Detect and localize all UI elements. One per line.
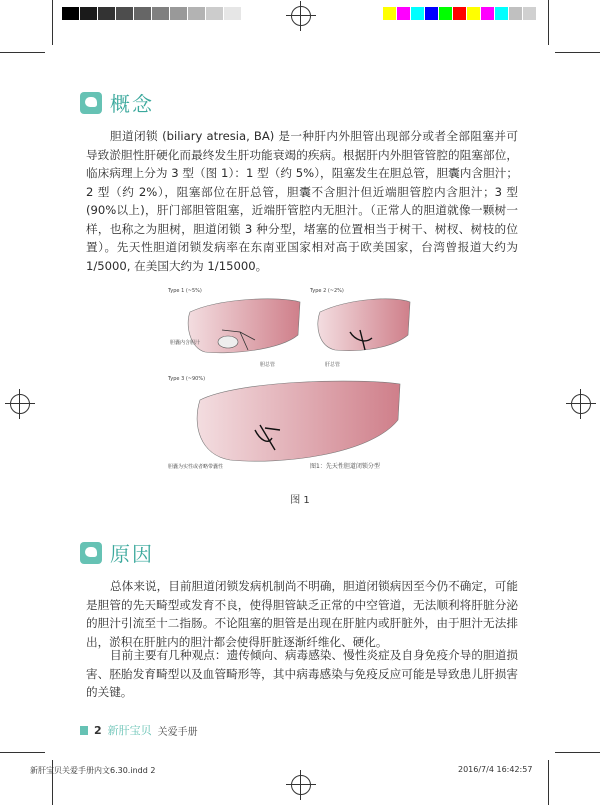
color-swatch [495, 7, 508, 20]
footer-subtitle: 关爱手册 [157, 726, 198, 738]
liver-type3 [197, 381, 400, 461]
gallbladder-type1 [218, 336, 238, 348]
slug-filename: 新肝宝贝关爱手册内文6.30.indd 2 [30, 766, 156, 775]
color-swatch [453, 7, 466, 20]
slug-date: 2016/7/4 16:42:57 [458, 765, 533, 774]
color-swatch [62, 7, 79, 20]
registration-mark [291, 6, 311, 26]
cause-paragraph-1: 总体来说，目前胆道闭锁发病机制尚不明确，胆道闭锁病因至今仍不确定，可能是胆管的先天畸型或发育不良，使得胆管缺乏正常的中空管道，无法顺利将肝脏分泌的胆汁引流至十二指肠。不论阻塞的胆管是出现在肝脏内或肝脏外，由于胆汁无法排出，淤积在肝脏内的胆汁都会使得肝脏逐渐纤维化、硬化。 [86, 579, 518, 649]
color-swatch [98, 7, 115, 20]
color-swatch [134, 7, 151, 20]
color-swatch [523, 7, 536, 20]
color-swatch [152, 7, 169, 20]
liver-type1 [188, 299, 300, 353]
color-swatch [481, 7, 494, 20]
color-swatch [425, 7, 438, 20]
crop-mark [52, 0, 53, 45]
figure-illustration [160, 280, 440, 480]
color-swatch [116, 7, 133, 20]
footer-logo: 新肝宝贝 [107, 724, 152, 737]
figure-inner-caption: 图1：先天性胆道闭锁分型 [310, 463, 380, 470]
footer-bar [80, 726, 88, 735]
type2-label: Type 2 (~2%) [310, 288, 344, 294]
color-swatch [439, 7, 452, 20]
concept-paragraph: 胆道闭锁 (biliary atresia, BA) 是一种肝内外胆管出现部分或者全部阻塞并可导致淤胆性肝硬化而最终发生肝功能衰竭的疾病。根据肝内外胆管管腔的阻塞部位，临床病理上分为 3 型（图 1）：1 型（约 5%），阻塞发生在胆总管，胆囊内含胆汁；2 型（约 2%），阻塞部位在肝总管，胆囊不含胆汁但近端胆管腔内含胆汁；3 型 (90%以上)，肝门部胆管阻塞，近端肝管腔内无胆汁。（正常人的胆道就像一颗树一样，也称之为胆树，胆道闭锁 3 种分型，堵塞的位置相当于树干、树杈、树枝的位置）。先天性胆道闭锁发病率在东南亚国家相对高于欧美国家，台湾曾报道大约为 1/5000, 在美国大约为 1/15000。 [86, 129, 518, 273]
crop-mark [0, 752, 45, 753]
label-gallbladder-bile: 胆囊内含胆汁 [170, 340, 201, 346]
page-number: 2 [94, 723, 102, 737]
registration-mark [571, 394, 591, 414]
figure-caption: 图 1 [290, 495, 310, 506]
label-common-bile-duct: 胆总管 [260, 362, 276, 368]
crop-mark [555, 52, 600, 53]
color-swatch [224, 7, 241, 20]
label-common-hepatic-duct: 肝总管 [325, 362, 341, 368]
color-swatch [188, 7, 205, 20]
crop-mark [0, 52, 45, 53]
color-swatch [397, 7, 410, 20]
figure-biliary-atresia-types [160, 280, 440, 480]
registration-mark [291, 775, 311, 795]
section-title: 原因 [110, 542, 154, 566]
cause-paragraph-2: 目前主要有几种观点：遗传倾向、病毒感染、慢性炎症及自身免疫介导的胆道损害、胚胎发育畸型以及血管畸形等，其中病毒感染与免疫反应可能是导致患儿肝损害的关键。 [86, 648, 518, 699]
crop-mark [548, 760, 549, 805]
color-swatch [467, 7, 480, 20]
section-heading-cause [80, 538, 154, 567]
section-title: 概念 [110, 92, 154, 116]
page-footer [80, 722, 198, 738]
crop-mark [555, 752, 600, 753]
section-heading-concept [80, 88, 154, 117]
color-swatch [383, 7, 396, 20]
label-solid-gallbladder: 胆囊为实性或者略带囊性 [168, 464, 224, 470]
color-swatch [170, 7, 187, 20]
liver-icon [80, 542, 102, 564]
color-swatch [80, 7, 97, 20]
crop-mark [548, 0, 549, 45]
color-swatch [411, 7, 424, 20]
type1-label: Type 1 (~5%) [168, 288, 202, 294]
color-swatch [509, 7, 522, 20]
registration-mark [10, 394, 30, 414]
type3-label: Type 3 (~90%) [168, 376, 206, 382]
color-swatch [206, 7, 223, 20]
liver-icon [80, 92, 102, 114]
